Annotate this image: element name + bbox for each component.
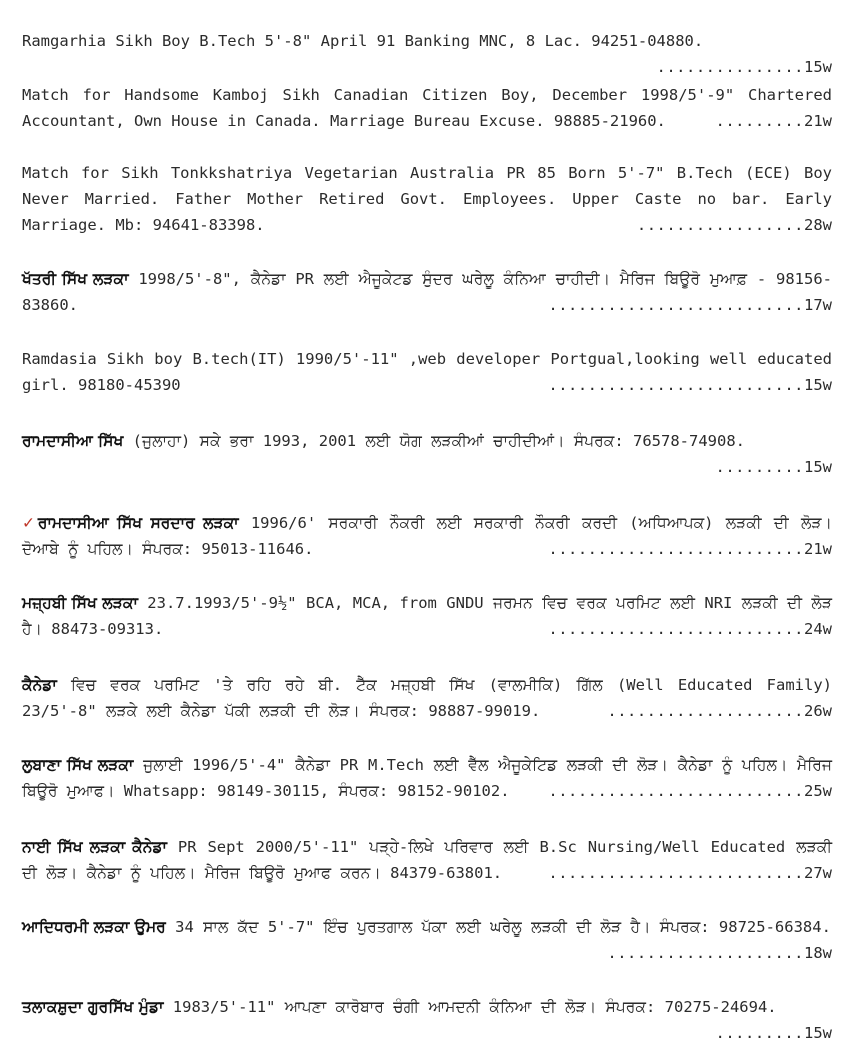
ad-dots: ......... [715, 1024, 804, 1042]
ad-heading: ਰਾਮਦਾਸੀਆ ਸਿੱਖ [22, 432, 124, 450]
ad-heading: ਖੱਤਰੀ ਸਿੱਖ ਲੜਕਾ [22, 270, 129, 288]
classified-ad [22, 82, 832, 134]
ad-text: 23.7.1993/5'-9½" BCA, MCA, from GNDU ਜਰਮਨ ਵਿਚ ਵਰਕ ਪਰਮਿਟ ਲਈ NRI ਲੜਕੀ ਦੀ ਲੋੜ ਹੈ। 88473-09313. [22, 594, 833, 638]
ad-text: 1983/5'-11" ਆਪਣਾ ਕਾਰੋਬਾਰ ਚੰਗੀ ਆਮਦਨੀ ਕੰਨਿਆ ਦੀ ਲੋੜ। ਸੰਪਰਕ: 70275-24694. [163, 998, 777, 1016]
classified-ad [22, 28, 832, 80]
ad-code: 15w [804, 458, 832, 476]
ad-code: 18w [804, 944, 832, 962]
ad-code: 21w [804, 112, 832, 130]
classified-ad [22, 590, 832, 642]
ad-heading: ਮਜ਼੍ਹਬੀ ਸਿੱਖ ਲੜਕਾ [22, 594, 138, 612]
ad-dots: .......................... [548, 296, 804, 314]
ad-dots: .......................... [548, 376, 804, 394]
checkmark-icon: ✓ [22, 514, 38, 532]
classified-ad [22, 994, 832, 1046]
ad-dots: .................... [607, 944, 804, 962]
ad-dots: .................... [607, 702, 804, 720]
classified-ad [22, 160, 832, 238]
ad-text: PR Sept 2000/5'-11" ਪੜ੍ਹੇ-ਲਿਖੇ ਪਰਿਵਾਰ ਲਈ B.Sc Nursing/Well Educated ਲੜਕੀ ਦੀ ਲੋੜ। ਕੈਨੇਡਾ ਨੂੰ ਪਹਿਲ। ਮੈਰਿਜ ਬਿਊਰੋ ਮੁਆਫ ਕਰਨ। 84379-63801. [22, 838, 832, 882]
ad-dots: .......................... [548, 782, 804, 800]
ad-heading: ਆਦਿਧਰਮੀ ਲੜਕਾ ਉਮਰ [22, 918, 166, 936]
ad-dots: ......... [715, 112, 804, 130]
ad-code: 24w [804, 620, 832, 638]
ad-code: 15w [804, 376, 832, 394]
ad-dots: .......................... [548, 540, 804, 558]
ad-code: 15w [804, 58, 832, 76]
ad-text: 1998/5'-8", ਕੈਨੇਡਾ PR ਲਈ ਐਜੂਕੇਟਡ ਸੁੰਦਰ ਘਰੇਲੂ ਕੰਨਿਆ ਚਾਹੀਦੀ। ਮੈਰਿਜ ਬਿਊਰੋ ਮੁਆਫ਼ - 98156-83860. [22, 270, 832, 314]
ad-heading: ਤਲਾਕਸ਼ੁਦਾ ਗੁਰਸਿੱਖ ਮੁੰਡਾ [22, 998, 164, 1016]
ad-dots: ......... [715, 458, 804, 476]
ad-code: 21w [804, 540, 832, 558]
ad-heading: ਨਾਈ ਸਿੱਖ ਲੜਕਾ ਕੈਨੇਡਾ [22, 838, 167, 856]
ad-dots: .......................... [548, 620, 804, 638]
classified-ad [22, 834, 832, 886]
ad-text: Match for Sikh Tonkkshatriya Vegetarian Australia PR 85 Born 5'-7" B.Tech (ECE) Boy Never Married. Father Mother Retired Govt. Employees. Upper Caste no bar. Early Marriage. Mb: 94641-83398. [22, 164, 832, 234]
ad-text: Ramdasia Sikh boy B.tech(IT) 1990/5'-11" ,web developer Portgual,looking well educated girl. 98180-45390 [22, 350, 832, 394]
classified-ad [22, 752, 832, 804]
ad-code: 26w [804, 702, 832, 720]
ad-text: 34 ਸਾਲ ਕੱਦ 5'-7" ਇੰਚ ਪੁਰਤਗਾਲ ਪੱਕਾ ਲਈ ਘਰੇਲੂ ਲੜਕੀ ਦੀ ਲੋੜ ਹੈ। ਸੰਪਰਕ: 98725-66384. [165, 918, 831, 936]
ad-code: 28w [804, 216, 832, 234]
ad-text: ਜੁਲਾਈ 1996/5'-4" ਕੈਨੇਡਾ PR M.Tech ਲਈ ਵੈੱਲ ਐਜੂਕੇਟਿਡ ਲੜਕੀ ਦੀ ਲੋੜ। ਕੈਨੇਡਾ ਨੂੰ ਪਹਿਲ। ਮੈਰਿਜ ਬਿਊਰੋ ਮੁਆਫ। Whatsapp: 98149-30115, ਸੰਪਰਕ: 98152-90102. [22, 756, 832, 800]
ad-text: (ਜੁਲਾਹਾ) ਸਕੇ ਭਰਾ 1993, 2001 ਲਈ ਯੋਗ ਲੜਕੀਆਂ ਚਾਹੀਦੀਆਂ। ਸੰਪਰਕ: 76578-74908. [123, 432, 745, 450]
ad-heading: ਕੈਨੇਡਾ [22, 676, 57, 694]
classified-ad [22, 346, 832, 398]
ad-code: 27w [804, 864, 832, 882]
ad-heading: ਲੁਬਾਣਾ ਸਿੱਖ ਲੜਕਾ [22, 756, 134, 774]
ad-dots: ................. [636, 216, 804, 234]
ad-dots: ............... [656, 58, 804, 76]
ad-dots: .......................... [548, 864, 804, 882]
classified-ad [22, 428, 832, 480]
ad-code: 15w [804, 1024, 832, 1042]
ad-text: 1996/6' ਸਰਕਾਰੀ ਨੌਕਰੀ ਲਈ ਸਰਕਾਰੀ ਨੌਕਰੀ ਕਰਦੀ (ਅਧਿਆਪਕ) ਲੜਕੀ ਦੀ ਲੋੜ। ਦੋਆਬੇ ਨੂੰ ਪਹਿਲ। ਸੰਪਰਕ: 95013-11646. [22, 514, 832, 558]
classified-ad [22, 914, 832, 966]
ad-text: Match for Handsome Kamboj Sikh Canadian Citizen Boy, December 1998/5'-9" Chartered Accountant, Own House in Canada. Marriage Bureau Excuse. 98885-21960. [22, 86, 832, 130]
classified-ad [22, 672, 832, 724]
ad-heading: ਰਾਮਦਾਸੀਆ ਸਿੱਖ ਸਰਦਾਰ ਲੜਕਾ [37, 514, 239, 532]
ad-code: 25w [804, 782, 832, 800]
ad-text: Ramgarhia Sikh Boy B.Tech 5'-8" April 91 Banking MNC, 8 Lac. 94251-04880. [22, 32, 704, 50]
classified-ad [22, 266, 832, 318]
classified-ad [22, 510, 832, 562]
ad-code: 17w [804, 296, 832, 314]
ad-text: ਵਿਚ ਵਰਕ ਪਰਮਿਟ 'ਤੇ ਰਹਿ ਰਹੇ ਬੀ. ਟੈੱਕ ਮਜ਼੍ਹਬੀ ਸਿੱਖ (ਵਾਲਮੀਕਿ) ਗਿੱਲ (Well Educated Family) 23/5'-8" ਲੜਕੇ ਲਈ ਕੈਨੇਡਾ ਪੱਕੀ ਲੜਕੀ ਦੀ ਲੋੜ। ਸੰਪਰਕ: 98887-99019. [22, 676, 832, 720]
